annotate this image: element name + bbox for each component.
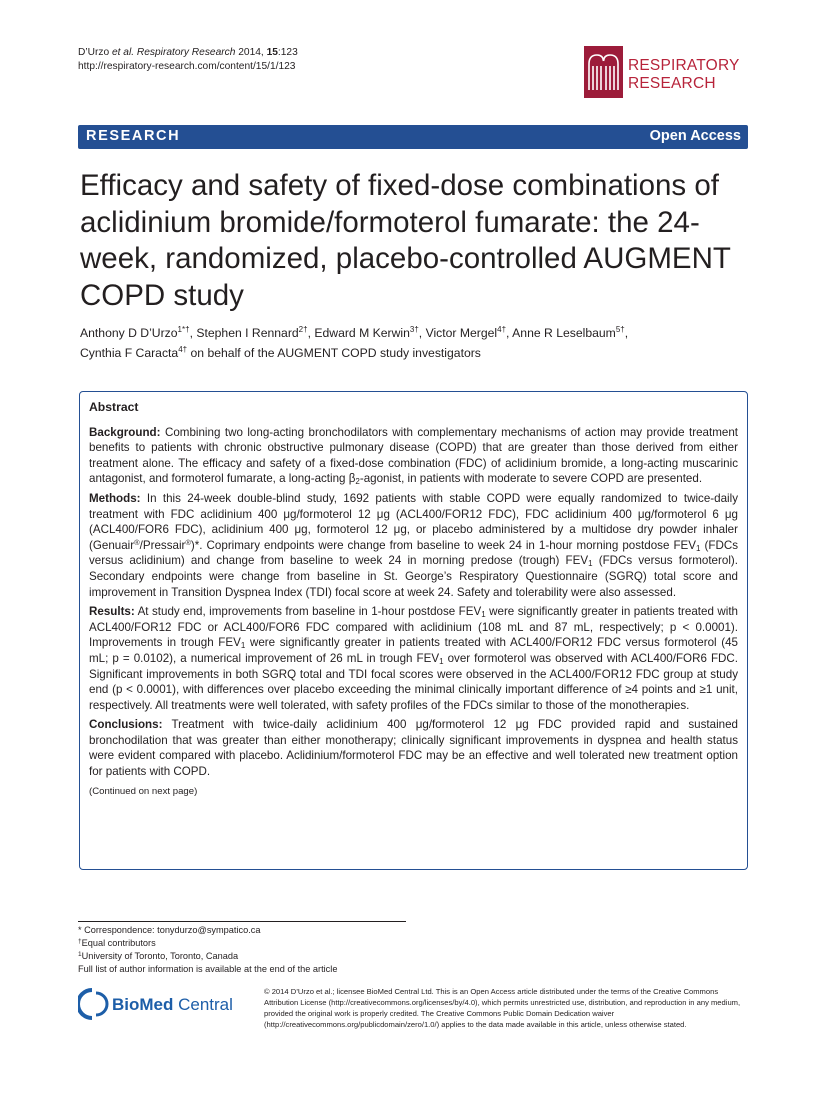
author-separator: , bbox=[418, 326, 426, 340]
biomed-logo-text bbox=[112, 995, 233, 1014]
background-text: Combining two long-acting bronchodilators with complementary mechanisms of action may provide treatment benefits to patients with chronic obstructive pulmonary disease (COPD) that are greater than those derived from either treatment alone. The efficacy and safety of a fixed-dose combination (FDC) of aclidinium bromide, a long-acting muscarinic antagonist, and formoterol fumarate, a long-acting β bbox=[89, 425, 738, 486]
author-list bbox=[80, 323, 760, 363]
abstract-results bbox=[89, 604, 738, 713]
author-affiliation-mark: 5† bbox=[615, 325, 625, 334]
logo-central: Central bbox=[173, 995, 233, 1014]
background-label: Background: bbox=[89, 425, 161, 439]
author-affiliation-mark: 2† bbox=[298, 325, 308, 334]
author-affiliation-mark: 4† bbox=[178, 345, 188, 354]
background-end: -agonist, in patients with moderate to severe COPD are presented. bbox=[359, 472, 703, 486]
correspondence-note: * Correspondence: tonydurzo@sympatico.ca bbox=[78, 925, 261, 935]
author-separator: , bbox=[307, 326, 315, 340]
journal-logo-line1: RESPIRATORY bbox=[628, 57, 740, 74]
conclusions-text: Treatment with twice-daily aclidinium 400 μg/formoterol 12 μg FDC provided rapid and sustained bronchodilation that was greater than either monotherapy; clinically significant improvements in dyspnea and health status were evident compared with placebo. Aclidinium/formoterol FDC may be an effective and well tolerated new treatment option for patients with COPD. bbox=[89, 718, 738, 779]
author-name: Cynthia F Caracta bbox=[80, 346, 179, 360]
methods-text-4: (FDCs versus aclidinium) and change from baseline to week 24 in morning predose (trough) FEV bbox=[89, 538, 738, 568]
methods-label: Methods: bbox=[89, 491, 141, 505]
equal-text: Equal contributors bbox=[81, 938, 156, 948]
citation-article: :123 bbox=[277, 47, 298, 58]
author-affiliation-mark: 3† bbox=[409, 325, 419, 334]
citation-etal: et al. bbox=[109, 47, 135, 58]
results-text-3: were significantly greater in patients treated with ACL400/FOR12 FDC versus formoterol (45 mL; p = 0.0102), a numerical improvement of 26 mL in trough FEV bbox=[89, 636, 739, 665]
footnotes bbox=[78, 924, 337, 976]
journal-logo-text bbox=[628, 57, 740, 93]
citation-block bbox=[78, 46, 298, 74]
results-sub-2: 1 bbox=[240, 641, 246, 651]
abstract-box bbox=[79, 391, 748, 870]
affil-text: University of Toronto, Toronto, Canada bbox=[81, 951, 239, 961]
author-separator: , bbox=[506, 326, 513, 340]
biomed-central-logo bbox=[78, 987, 268, 1021]
journal-logo-line2: RESEARCH bbox=[628, 75, 716, 92]
author-name: Anne R Leselbaum bbox=[512, 326, 616, 340]
methods-sup-1: ® bbox=[134, 537, 140, 547]
abstract-conclusions bbox=[89, 717, 738, 779]
citation-authors: D’Urzo bbox=[78, 47, 110, 58]
author-name: Edward M Kerwin bbox=[314, 326, 410, 340]
background-sub: 2 bbox=[355, 477, 360, 487]
author-separator: , bbox=[189, 326, 197, 340]
conclusions-label: Conclusions: bbox=[89, 718, 163, 732]
results-label: Results: bbox=[89, 605, 135, 619]
section-label: RESEARCH bbox=[86, 128, 181, 144]
methods-sub-2: 1 bbox=[588, 559, 593, 569]
methods-text-3: )*. Coprimary endpoints were change from baseline to week 24 in 1-hour morning postdose FEV bbox=[190, 538, 697, 552]
methods-text-2: /Pressair bbox=[139, 538, 186, 552]
author-affiliation-mark: 1*† bbox=[177, 325, 190, 334]
affiliation-note bbox=[78, 950, 337, 963]
biomed-central-logo-icon bbox=[78, 990, 107, 1018]
equal-mark: † bbox=[78, 938, 82, 945]
logo-bio: BioMed bbox=[112, 995, 174, 1014]
abstract-background bbox=[89, 425, 738, 487]
author-separator: on behalf of the AUGMENT COPD study investigators bbox=[187, 346, 481, 360]
author-name: Anthony D D’Urzo bbox=[80, 326, 178, 340]
methods-sub-1: 1 bbox=[696, 543, 701, 553]
results-sub-1: 1 bbox=[481, 610, 486, 620]
footnote-divider bbox=[78, 921, 406, 922]
results-text-2: were significantly greater in patients treated with ACL400/FOR12 FDC or ACL400/FOR6 FDC compared with aclidinium (108 mL and 87 mL, respectively; p < 0.0001). Improvements in trough FEV bbox=[89, 605, 738, 650]
citation-line bbox=[78, 46, 298, 60]
open-access-label: Open Access bbox=[649, 128, 741, 144]
full-author-info-note: Full list of author information is available at the end of the article bbox=[78, 964, 338, 974]
author-name: Victor Mergel bbox=[425, 326, 498, 340]
citation-volume: 15 bbox=[266, 47, 278, 58]
methods-text-5: (FDCs versus formoterol). Secondary endpoints were change from baseline in St. George’s Respiratory Questionnaire (SGRQ) total score and improvement in Transition Dyspnea Index (TDI) focal score at week 24. Safety and tolerability were also assessed. bbox=[89, 554, 738, 599]
methods-sup-2: ® bbox=[185, 537, 191, 547]
citation-url[interactable]: http://respiratory-research.com/content/15/1/123 bbox=[78, 61, 296, 72]
section-banner bbox=[78, 125, 748, 149]
results-text-1: At study end, improvements from baseline in 1-hour postdose FEV bbox=[134, 605, 482, 619]
abstract-methods bbox=[89, 491, 738, 600]
methods-text-1: In this 24-week double-blind study, 1692 patients with stable COPD were equally randomized to twice-daily treatment with FDC aclidinium 400 μg/formoterol 12 μg (ACL400/FOR12 FDC), FDC aclidinium 400 μg/formoterol 6 μg (ACL400/FOR6 FDC), aclidinium 400 μg, formoterol 12 μg, or placebo administered by a multidose dry powder inhaler (Genuair bbox=[89, 491, 738, 552]
equal-contributors-note bbox=[78, 937, 337, 950]
citation-journal: Respiratory Research bbox=[134, 47, 236, 58]
author-affiliation-mark: 4† bbox=[497, 325, 507, 334]
results-sub-3: 1 bbox=[439, 656, 444, 666]
citation-year: 2014, bbox=[235, 47, 267, 58]
author-separator: , bbox=[624, 326, 629, 340]
author-name: Stephen I Rennard bbox=[196, 326, 299, 340]
results-text-4: over formoterol was observed with ACL400/FOR6 FDC. Significant improvements in both SGRQ total and TDI focal scores were observed in the ACL400/FOR12 FDC group at study end (p < 0.0001), with differences over placebo exceeding the minimal clinically important difference of ≥4 points and ≥1 unit, respectively. All treatments were well tolerated, with safety profiles of the FDCs similar to those of the monotherapies. bbox=[89, 651, 738, 712]
affil-mark: 1 bbox=[78, 951, 82, 958]
continued-note: (Continued on next page) bbox=[89, 785, 198, 797]
journal-logo-icon bbox=[584, 46, 623, 98]
abstract-heading: Abstract bbox=[89, 400, 139, 414]
article-title: Efficacy and safety of fixed-dose combinations of aclidinium bromide/formoterol fumarate: the 24-week, randomized, placebo-controlled AUGMENT COPD study bbox=[80, 169, 731, 312]
license-text: © 2014 D’Urzo et al.; licensee BioMed Central Ltd. This is an Open Access article distributed under the terms of the Creative Commons Attribution License (http://creativecommons.org/licenses/by/4.0), which permits unrestricted use, distribution, and reproduction in any medium, provided the original work is properly credited. The Creative Commons Public Domain Dedication waiver (http://creativecommons.org/publicdomain/zero/1.0/) applies to the data made available in this article, unless otherwise stated. bbox=[264, 987, 741, 1029]
